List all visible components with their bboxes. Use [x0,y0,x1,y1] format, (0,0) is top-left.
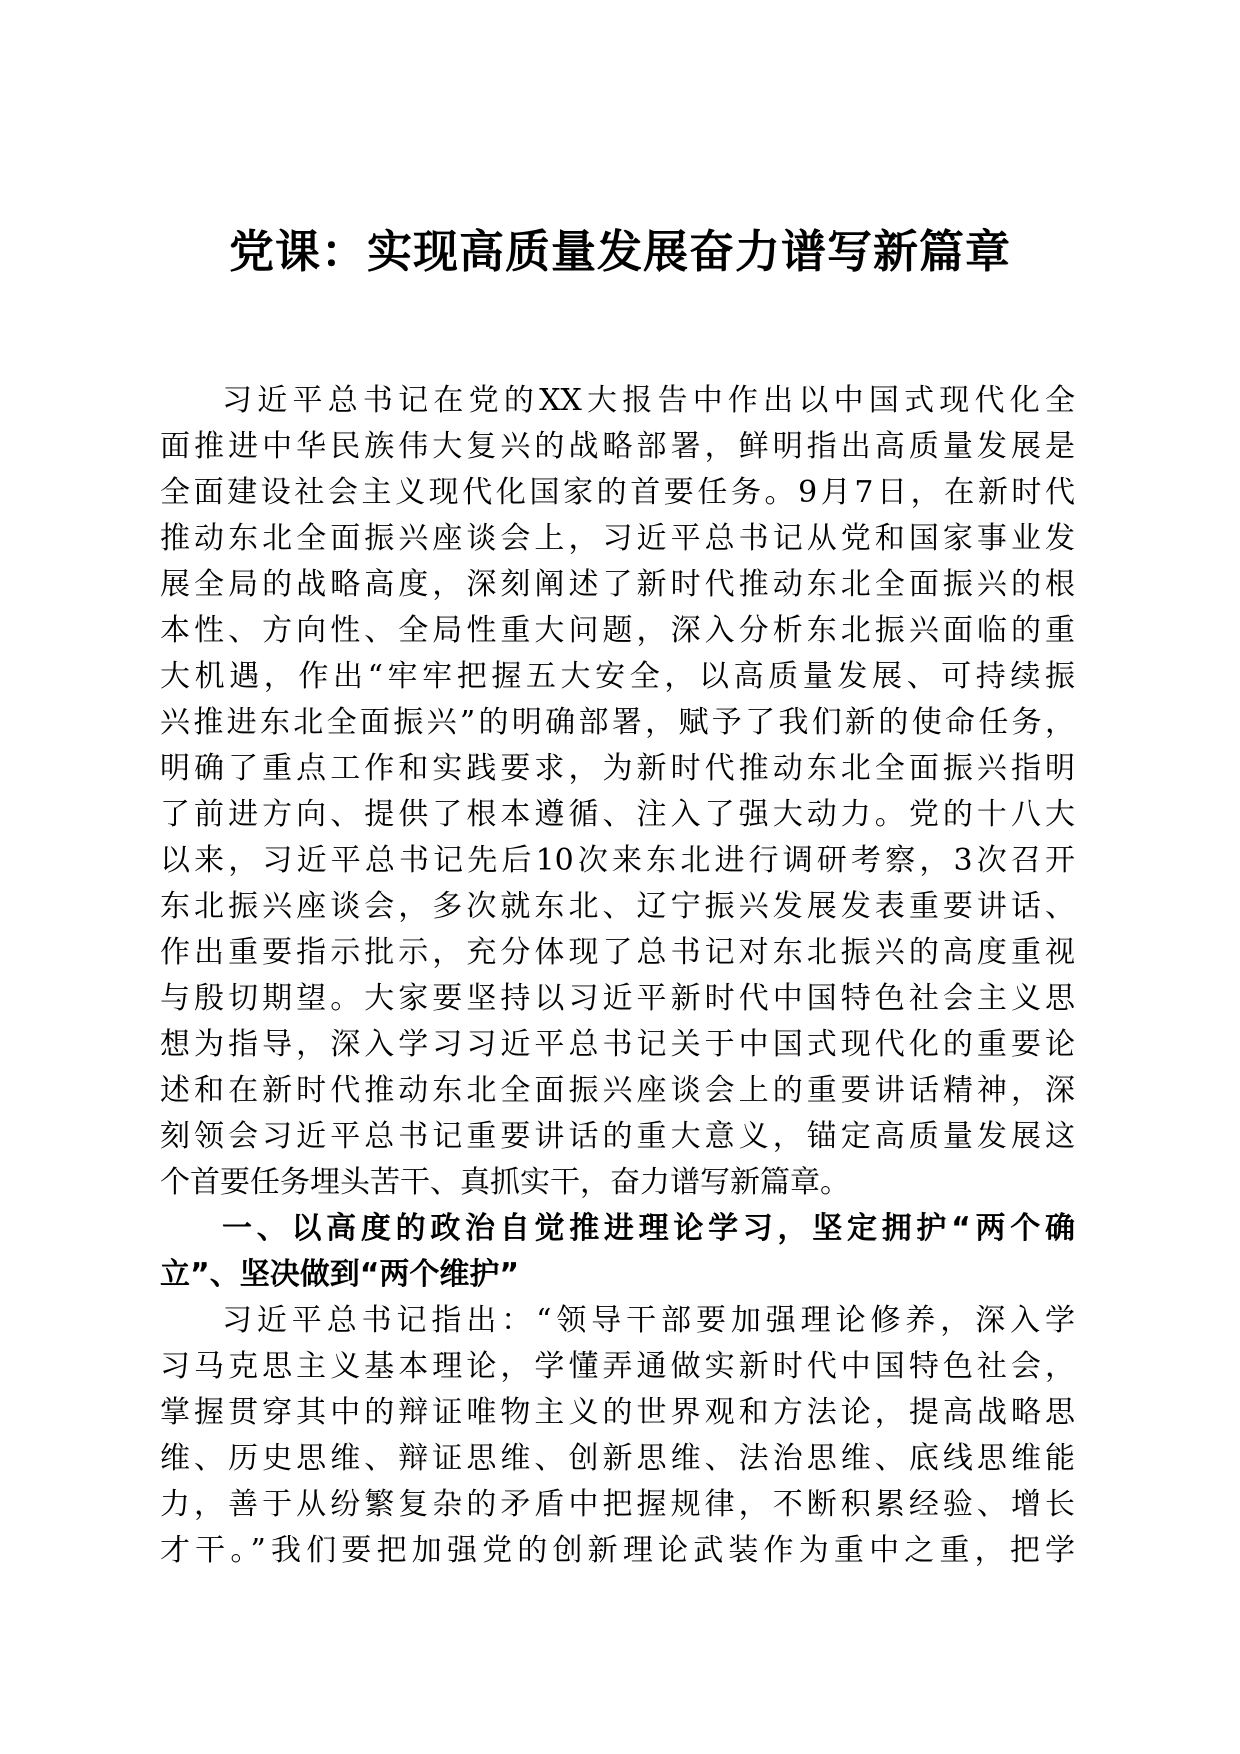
section-paragraph [160,1298,1075,1574]
page-title: 党课：实现高质量发展奋力谱写新篇章 [228,225,1011,278]
text-line: 作出重要指示批示，充分体现了总书记对东北振兴的高度重视 [160,935,1075,970]
text-line: 习马克思主义基本理论，学懂弄通做实新时代中国特色社会， [160,1349,1075,1384]
text-line: 刻领会习近平总书记重要讲话的重大意义，锚定高质量发展这 [160,1119,1075,1154]
document-body [160,378,1075,1574]
section-heading [160,1206,1075,1298]
text-line: 想为指导，深入学习习近平总书记关于中国式现代化的重要论 [160,1027,1075,1062]
text-line: 以来，习近平总书记先后10次来东北进行调研考察，3次召开 [160,843,1075,878]
text-line: 个首要任务埋头苦干、真抓实干，奋力谱写新篇章。 [160,1165,850,1200]
text-line: 述和在新时代推动东北全面振兴座谈会上的重要讲话精神，深 [160,1073,1075,1108]
text-line: 大机遇，作出“牢牢把握五大安全，以高质量发展、可持续振 [160,659,1075,694]
section-heading-line: 一、以高度的政治自觉推进理论学习，坚定拥护“两个确 [222,1211,1075,1246]
text-line: 才干。”我们要把加强党的创新理论武装作为重中之重，把学 [160,1533,1075,1568]
text-line: 维、历史思维、辩证思维、创新思维、法治思维、底线思维能 [160,1441,1075,1476]
text-line: 兴推进东北全面振兴”的明确部署，赋予了我们新的使命任务， [160,705,1075,740]
text-line: 推动东北全面振兴座谈会上，习近平总书记从党和国家事业发 [160,521,1075,556]
text-line: 习近平总书记在党的XX大报告中作出以中国式现代化全 [222,383,1075,418]
text-line: 本性、方向性、全局性重大问题，深入分析东北振兴面临的重 [160,613,1075,648]
text-line: 展全局的战略高度，深刻阐述了新时代推动东北全面振兴的根 [160,567,1075,602]
text-line: 掌握贯穿其中的辩证唯物主义的世界观和方法论，提高战略思 [160,1395,1075,1430]
text-line: 了前进方向、提供了根本遵循、注入了强大动力。党的十八大 [160,797,1075,832]
text-line: 明确了重点工作和实践要求，为新时代推动东北全面振兴指明 [160,751,1075,786]
text-line: 习近平总书记指出：“领导干部要加强理论修养，深入学 [222,1303,1075,1338]
text-line: 力，善于从纷繁复杂的矛盾中把握规律，不断积累经验、增长 [160,1487,1075,1522]
text-line: 东北振兴座谈会，多次就东北、辽宁振兴发展发表重要讲话、 [160,889,1075,924]
text-line: 全面建设社会主义现代化国家的首要任务。9月7日，在新时代 [160,475,1075,510]
intro-paragraph [160,378,1075,1206]
section-heading-line: 立”、坚决做到“两个维护” [160,1257,520,1292]
text-line: 面推进中华民族伟大复兴的战略部署，鲜明指出高质量发展是 [160,429,1075,464]
text-line: 与殷切期望。大家要坚持以习近平新时代中国特色社会主义思 [160,981,1075,1016]
